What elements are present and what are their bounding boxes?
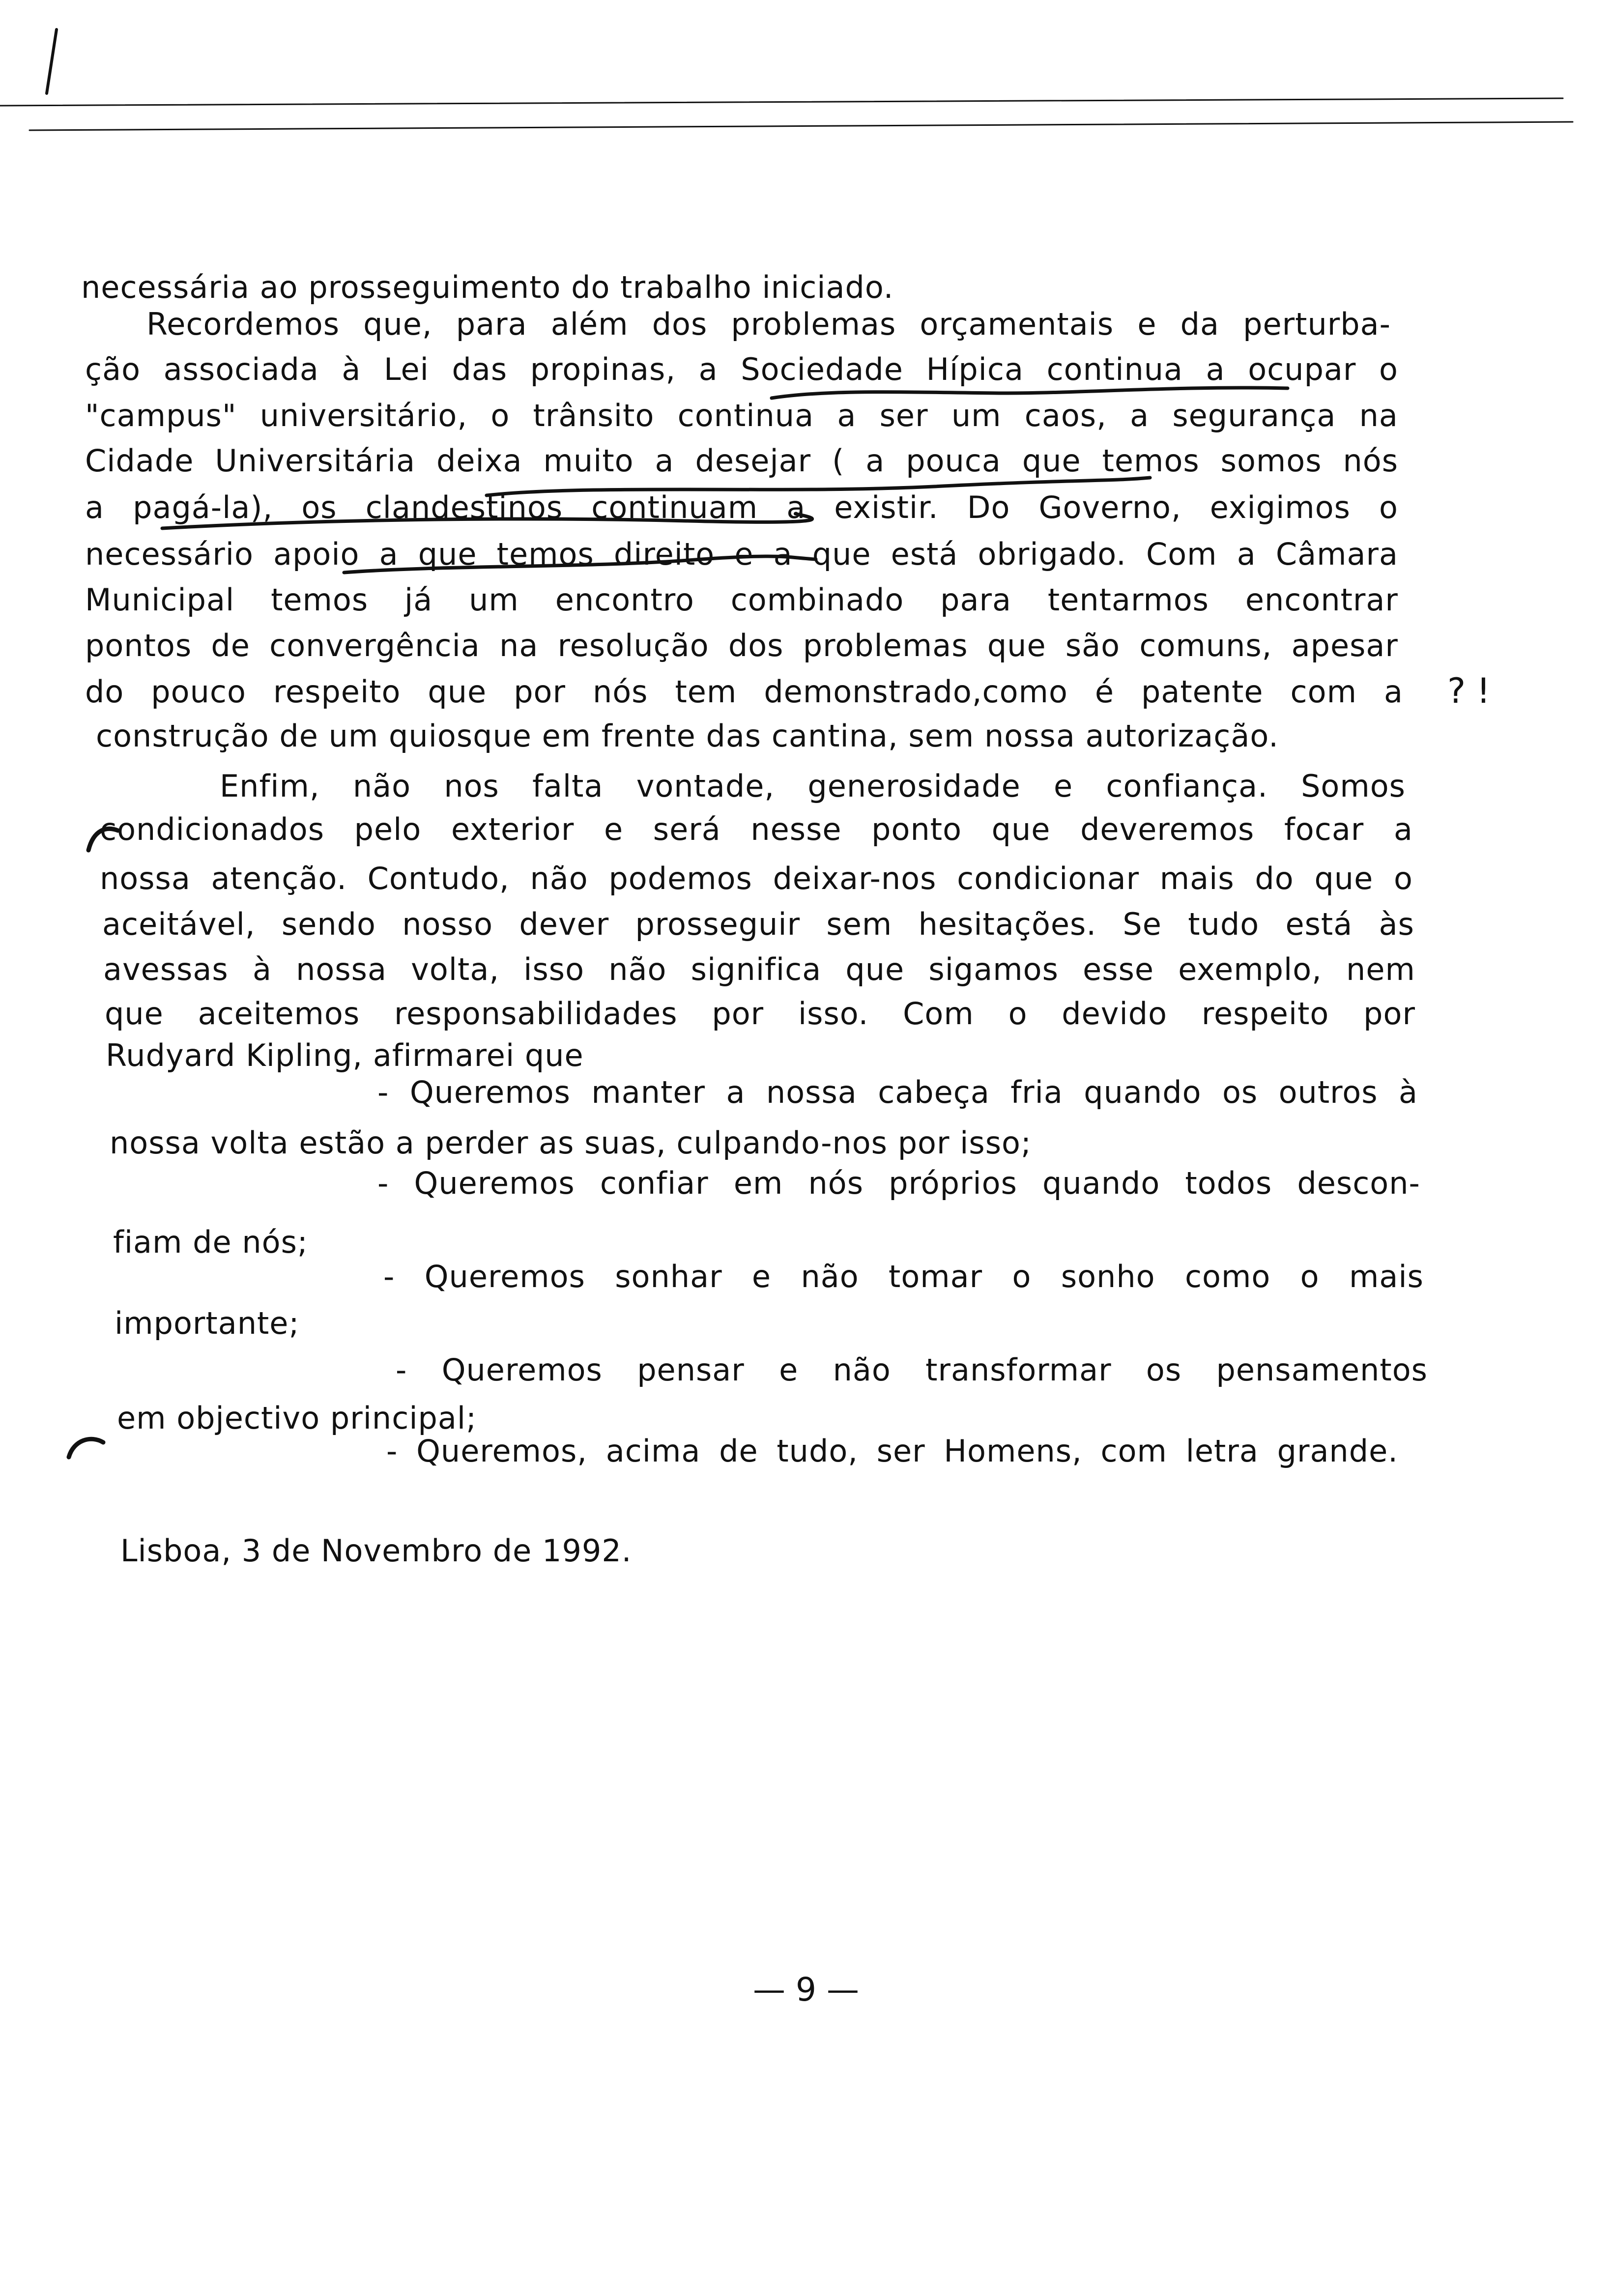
word: caos, xyxy=(1024,398,1107,433)
word: problemas xyxy=(803,628,968,663)
word: que xyxy=(105,996,164,1032)
word: a xyxy=(1383,674,1403,710)
word: a xyxy=(1130,398,1150,433)
word: pouco xyxy=(151,674,246,710)
word: ser xyxy=(876,1433,925,1469)
word: continua xyxy=(1046,351,1183,387)
word: que xyxy=(845,951,905,987)
text-line xyxy=(85,673,1403,711)
word: pouca xyxy=(906,443,1001,479)
word: e xyxy=(1137,306,1157,342)
word: a xyxy=(786,489,806,525)
word: ocupar xyxy=(1248,351,1356,387)
word: o xyxy=(490,398,510,433)
word: deixar-nos xyxy=(773,861,937,896)
word: generosidade xyxy=(807,768,1021,804)
word: temos xyxy=(271,582,369,618)
word: hesitações. xyxy=(918,906,1097,942)
word: à xyxy=(342,351,361,387)
word: demonstrado,como xyxy=(764,674,1068,710)
word: não xyxy=(530,861,588,896)
word: ser xyxy=(879,398,928,433)
word: muito xyxy=(543,443,634,479)
word: acima xyxy=(605,1433,701,1469)
word: apesar xyxy=(1291,628,1398,663)
word: tem xyxy=(675,674,737,710)
word: orçamentais xyxy=(920,306,1114,342)
word: sendo xyxy=(281,906,376,942)
word: desejar xyxy=(695,443,811,479)
word: segurança xyxy=(1172,398,1336,433)
text-line: Rudyard Kipling, afirmarei que xyxy=(106,1037,584,1073)
word: confiança. xyxy=(1106,768,1268,804)
word: volta, xyxy=(411,951,500,987)
word: que xyxy=(991,811,1051,847)
word: devido xyxy=(1062,996,1168,1032)
word: a xyxy=(85,489,104,525)
word: às xyxy=(1379,906,1414,942)
word: que xyxy=(428,674,487,710)
word: Queremos xyxy=(441,1352,603,1388)
word: Queremos xyxy=(409,1074,571,1110)
word: está xyxy=(1285,906,1353,942)
word: Municipal xyxy=(85,582,235,618)
word: Governo, xyxy=(1038,489,1181,525)
word: ponto xyxy=(871,811,962,847)
word: do xyxy=(1255,861,1294,896)
word: nosso xyxy=(402,906,493,942)
word: pelo xyxy=(354,811,422,847)
word: e xyxy=(604,811,624,847)
handwritten-margin-note: ? ! xyxy=(1447,671,1491,711)
word: isso xyxy=(523,951,585,987)
text-line xyxy=(85,397,1398,434)
text-line xyxy=(85,581,1398,619)
word: das xyxy=(452,351,508,387)
word: que xyxy=(812,536,871,572)
word: da xyxy=(1180,306,1220,342)
word: pontos xyxy=(85,628,192,663)
word: além xyxy=(550,306,629,342)
text-line xyxy=(85,536,1398,573)
word: grande. xyxy=(1277,1433,1398,1469)
word: aceitável, xyxy=(102,906,256,942)
word: nossa xyxy=(100,861,191,896)
word: Com xyxy=(1146,536,1217,572)
word: de xyxy=(211,628,250,663)
word: próprios xyxy=(889,1165,1017,1201)
word: obrigado. xyxy=(978,536,1126,572)
underline-mark xyxy=(772,388,1288,398)
word: Se xyxy=(1123,906,1162,942)
word: respeito xyxy=(273,674,401,710)
word: será xyxy=(653,811,721,847)
word: nem xyxy=(1346,951,1415,987)
bracket-mark xyxy=(69,1439,103,1457)
word: letra xyxy=(1185,1433,1259,1469)
word: que xyxy=(418,536,477,572)
word: Homens, xyxy=(944,1433,1082,1469)
word: perturba- xyxy=(1243,306,1391,342)
word: tudo, xyxy=(777,1433,858,1469)
word: associada xyxy=(163,351,319,387)
word: pensamentos xyxy=(1216,1352,1428,1388)
word: a xyxy=(865,443,885,479)
word: mais xyxy=(1349,1259,1424,1294)
word: Hípica xyxy=(926,351,1024,387)
word: combinado xyxy=(730,582,904,618)
word: que, xyxy=(363,306,432,342)
word: os xyxy=(301,489,337,525)
text-line xyxy=(85,351,1398,388)
word: falta xyxy=(532,768,604,804)
page-number: — 9 — xyxy=(753,1971,859,2009)
word: outros xyxy=(1278,1074,1378,1110)
word: Universitária xyxy=(215,443,416,479)
word: tudo xyxy=(1188,906,1260,942)
word: com xyxy=(1290,674,1357,710)
word: pensar xyxy=(637,1352,745,1388)
word: - xyxy=(386,1433,398,1469)
word: dos xyxy=(652,306,708,342)
word: e xyxy=(734,536,754,572)
word: nos xyxy=(444,768,499,804)
word: Queremos xyxy=(414,1165,575,1201)
word: podemos xyxy=(608,861,752,896)
word: exterior xyxy=(451,811,575,847)
word: temos xyxy=(496,536,594,572)
text-line xyxy=(100,811,1413,848)
word: exigimos xyxy=(1209,489,1351,525)
word: universitário, xyxy=(259,398,468,433)
word: a xyxy=(655,443,674,479)
text-line: construção de um quiosque em frente das cantina, sem nossa autorização. xyxy=(96,718,1279,754)
word: encontrar xyxy=(1245,582,1398,618)
word: para xyxy=(940,582,1012,618)
word: - xyxy=(377,1074,389,1110)
word: vontade, xyxy=(636,768,775,804)
text-line xyxy=(85,489,1398,526)
word: o xyxy=(1008,996,1028,1032)
word: a xyxy=(379,536,399,572)
word: convergência xyxy=(269,628,480,663)
word: são xyxy=(1065,628,1121,663)
word: é xyxy=(1094,674,1115,710)
word: sonhar xyxy=(615,1259,722,1294)
word: direito xyxy=(613,536,715,572)
word: não xyxy=(833,1352,891,1388)
text-line xyxy=(383,1258,1424,1295)
word: que xyxy=(1022,443,1081,479)
word: os xyxy=(1222,1074,1258,1110)
word: nós xyxy=(592,674,648,710)
word: responsabilidades xyxy=(394,996,678,1032)
word: Enfim, xyxy=(220,768,320,804)
word: respeito xyxy=(1201,996,1329,1032)
word: exemplo, xyxy=(1178,951,1322,987)
word: focar xyxy=(1284,811,1364,847)
word: Cidade xyxy=(85,443,194,479)
word: não xyxy=(801,1259,859,1294)
word: existir. xyxy=(834,489,939,525)
text-line xyxy=(102,906,1414,943)
word: apoio xyxy=(273,536,360,572)
word: na xyxy=(1359,398,1398,433)
word: nós xyxy=(808,1165,864,1201)
word: temos xyxy=(1102,443,1200,479)
word: trânsito xyxy=(533,398,655,433)
word: confiar xyxy=(600,1165,709,1201)
word: e xyxy=(751,1259,772,1294)
text-line xyxy=(105,995,1415,1033)
word: com xyxy=(1100,1433,1167,1469)
word: somos xyxy=(1220,443,1322,479)
word: avessas xyxy=(103,951,229,987)
word: aceitemos xyxy=(198,996,360,1032)
text-line xyxy=(103,951,1415,988)
word: não xyxy=(608,951,667,987)
word: para xyxy=(456,306,527,342)
word: ( xyxy=(832,443,845,479)
word: Câmara xyxy=(1275,536,1398,572)
word: significa xyxy=(691,951,822,987)
text-line xyxy=(377,1074,1418,1111)
word: o xyxy=(1300,1259,1320,1294)
text-line: em objectivo principal; xyxy=(117,1400,477,1436)
word: por xyxy=(712,996,764,1032)
word: quando xyxy=(1042,1165,1160,1201)
word: a xyxy=(837,398,857,433)
text-line: importante; xyxy=(115,1305,300,1341)
word: que xyxy=(987,628,1046,663)
word: patente xyxy=(1141,674,1264,710)
word: sigamos xyxy=(928,951,1059,987)
word: um xyxy=(951,398,1002,433)
word: a xyxy=(1206,351,1225,387)
word: Recordemos xyxy=(146,306,340,342)
word: os xyxy=(1146,1352,1182,1388)
text-line: necessária ao prosseguimento do trabalho iniciado. xyxy=(81,269,894,305)
word: ção xyxy=(85,351,141,387)
word: que xyxy=(1314,861,1374,896)
word: à xyxy=(1398,1074,1418,1110)
text-line xyxy=(220,768,1406,805)
word: pagá-la), xyxy=(133,489,273,525)
text-line xyxy=(85,442,1398,480)
word: mais xyxy=(1159,861,1235,896)
text-line xyxy=(146,306,1391,343)
word: tomar xyxy=(889,1259,983,1294)
word: dos xyxy=(728,628,784,663)
text-line xyxy=(386,1433,1398,1470)
word: o xyxy=(1012,1259,1032,1294)
word: fria xyxy=(1010,1074,1063,1110)
word: problemas xyxy=(731,306,896,342)
word: resolução xyxy=(557,628,709,663)
word: clandestinos xyxy=(365,489,563,525)
word: necessário xyxy=(85,536,254,572)
word: deixa xyxy=(436,443,522,479)
word: atenção. xyxy=(211,861,347,896)
word: - xyxy=(383,1259,395,1294)
word: condicionar xyxy=(957,861,1140,896)
word: esse xyxy=(1083,951,1154,987)
word: Com xyxy=(903,996,974,1032)
word: sem xyxy=(826,906,892,942)
word: comuns, xyxy=(1139,628,1272,663)
text-line xyxy=(377,1165,1420,1202)
word: condicionados xyxy=(100,811,325,847)
word: nossa xyxy=(296,951,387,987)
word: - xyxy=(396,1352,407,1388)
word: descon- xyxy=(1297,1165,1420,1201)
word: - xyxy=(377,1165,389,1201)
word: a xyxy=(1237,536,1256,572)
word: Somos xyxy=(1301,768,1406,804)
word: Queremos xyxy=(424,1259,585,1294)
word: Do xyxy=(967,489,1010,525)
word: a xyxy=(698,351,718,387)
text-line xyxy=(396,1351,1428,1389)
word: já xyxy=(404,582,433,618)
word: a xyxy=(1393,811,1413,847)
top-rule xyxy=(29,122,1573,130)
text-line: Lisboa, 3 de Novembro de 1992. xyxy=(120,1533,632,1569)
word: por xyxy=(1363,996,1415,1032)
text-line xyxy=(100,860,1413,897)
text-line: nossa volta estão a perder as suas, culpando-nos por isso; xyxy=(110,1125,1032,1161)
word: não xyxy=(352,768,411,804)
word: à xyxy=(252,951,272,987)
word: o xyxy=(1379,489,1398,525)
word: o xyxy=(1393,861,1413,896)
word: prosseguir xyxy=(635,906,801,942)
word: em xyxy=(733,1165,783,1201)
word: Contudo, xyxy=(367,861,510,896)
word: por xyxy=(514,674,566,710)
word: um xyxy=(469,582,519,618)
word: dever xyxy=(519,906,609,942)
text-line: fiam de nós; xyxy=(113,1224,308,1260)
word: a xyxy=(726,1074,746,1110)
word: Queremos, xyxy=(416,1433,587,1469)
word: e xyxy=(1053,768,1073,804)
word: e xyxy=(779,1352,799,1388)
word: tentarmos xyxy=(1047,582,1209,618)
word: deveremos xyxy=(1080,811,1255,847)
word: Sociedade xyxy=(741,351,903,387)
word: continua xyxy=(677,398,814,433)
word: propinas, xyxy=(530,351,676,387)
word: quando xyxy=(1084,1074,1202,1110)
word: o xyxy=(1379,351,1398,387)
text-line xyxy=(85,627,1398,664)
word: sonho xyxy=(1061,1259,1155,1294)
word: "campus" xyxy=(85,398,237,433)
word: todos xyxy=(1185,1165,1272,1201)
word: encontro xyxy=(555,582,694,618)
word: de xyxy=(719,1433,758,1469)
word: isso. xyxy=(798,996,869,1032)
word: está xyxy=(891,536,958,572)
word: nós xyxy=(1343,443,1398,479)
word: continuam xyxy=(591,489,758,525)
word: como xyxy=(1184,1259,1271,1294)
word: manter xyxy=(591,1074,706,1110)
word: Lei xyxy=(384,351,429,387)
word: na xyxy=(499,628,539,663)
word: nossa xyxy=(766,1074,857,1110)
slash-mark xyxy=(47,29,57,93)
word: transformar xyxy=(925,1352,1112,1388)
word: nesse xyxy=(750,811,842,847)
top-rule xyxy=(0,98,1563,106)
word: do xyxy=(85,674,124,710)
word: a xyxy=(773,536,793,572)
word: cabeça xyxy=(878,1074,990,1110)
